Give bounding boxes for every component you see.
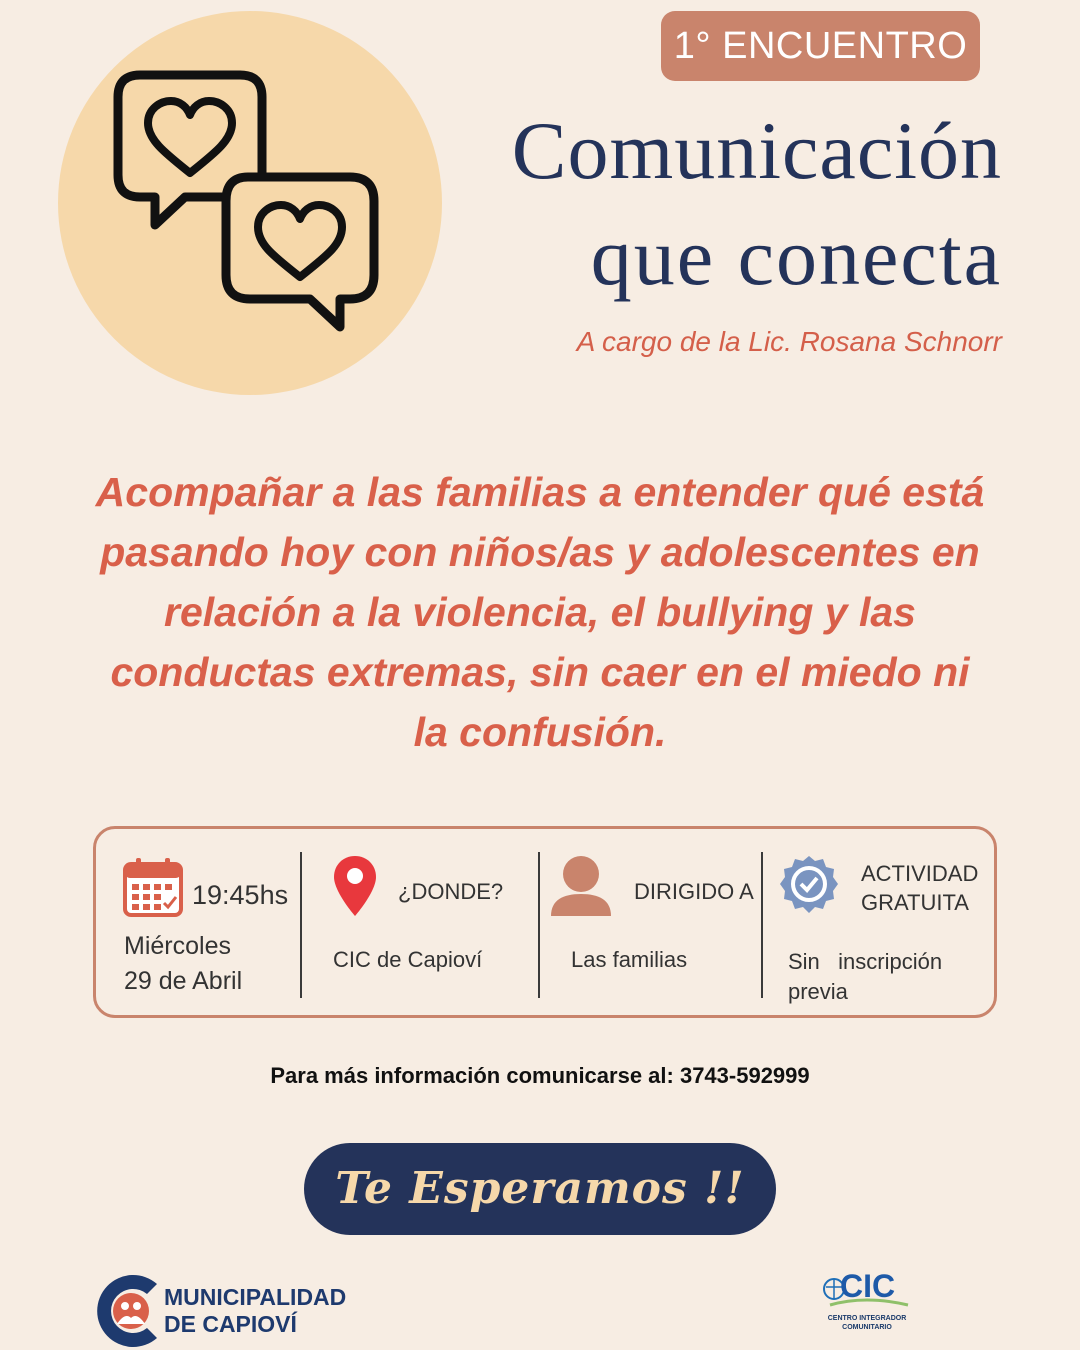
municipality-line2: DE CAPIOVÍ — [164, 1311, 297, 1337]
activity-label-line1: ACTIVIDAD — [861, 861, 979, 886]
municipality-line1: MUNICIPALIDAD — [164, 1284, 347, 1310]
divider — [300, 852, 302, 998]
welcome-banner: Te Esperamos !! — [304, 1143, 776, 1235]
calendar-icon — [122, 856, 184, 918]
divider — [538, 852, 540, 998]
cic-line1: CENTRO INTEGRADOR — [827, 1315, 907, 1322]
activity-value-line2: previa — [788, 979, 848, 1004]
activity-label-line2: GRATUITA — [861, 890, 969, 915]
municipality-logo-icon — [95, 1272, 161, 1350]
verified-badge-icon — [778, 854, 840, 916]
title-line-1: Comunicación — [511, 105, 1002, 196]
location-pin-icon — [332, 854, 378, 918]
cic-logo-text: CIC — [840, 1268, 896, 1304]
event-description: Acompañar a las familias a entender qué está pasando hoy con niños/as y adolescentes en relación a la violencia, el bullying y las conductas extremas, sin caer en el miedo ni la confusión. — [95, 469, 985, 755]
encounter-badge: 1° ENCUENTRO — [661, 11, 980, 81]
cic-logo-icon — [820, 1265, 910, 1311]
cic-line2: COMUNITARIO — [842, 1324, 892, 1331]
audience-label: DIRIGIDO A — [634, 879, 754, 904]
divider — [761, 852, 763, 998]
activity-value — [788, 947, 942, 1007]
activity-value-line1: Sin inscripción — [788, 949, 943, 974]
audience-value: Las familias — [571, 947, 688, 972]
title-line-2: que conecta — [590, 211, 1002, 302]
activity-label — [861, 859, 978, 917]
chat-hearts-icon — [110, 65, 390, 345]
event-date-value: 29 de Abril — [124, 967, 243, 995]
speaker-byline: A cargo de la Lic. Rosana Schnorr — [576, 326, 1002, 357]
where-value: CIC de Capioví — [333, 947, 483, 972]
event-time: 19:45hs — [192, 880, 289, 910]
municipality-name — [164, 1284, 346, 1338]
event-day: Miércoles — [124, 932, 231, 960]
person-icon — [549, 854, 613, 918]
contact-info: Para más información comunicarse al: 3743-592999 — [270, 1063, 810, 1088]
where-label: ¿DONDE? — [398, 879, 504, 904]
event-date — [124, 929, 242, 999]
cic-subtitle — [812, 1314, 922, 1332]
